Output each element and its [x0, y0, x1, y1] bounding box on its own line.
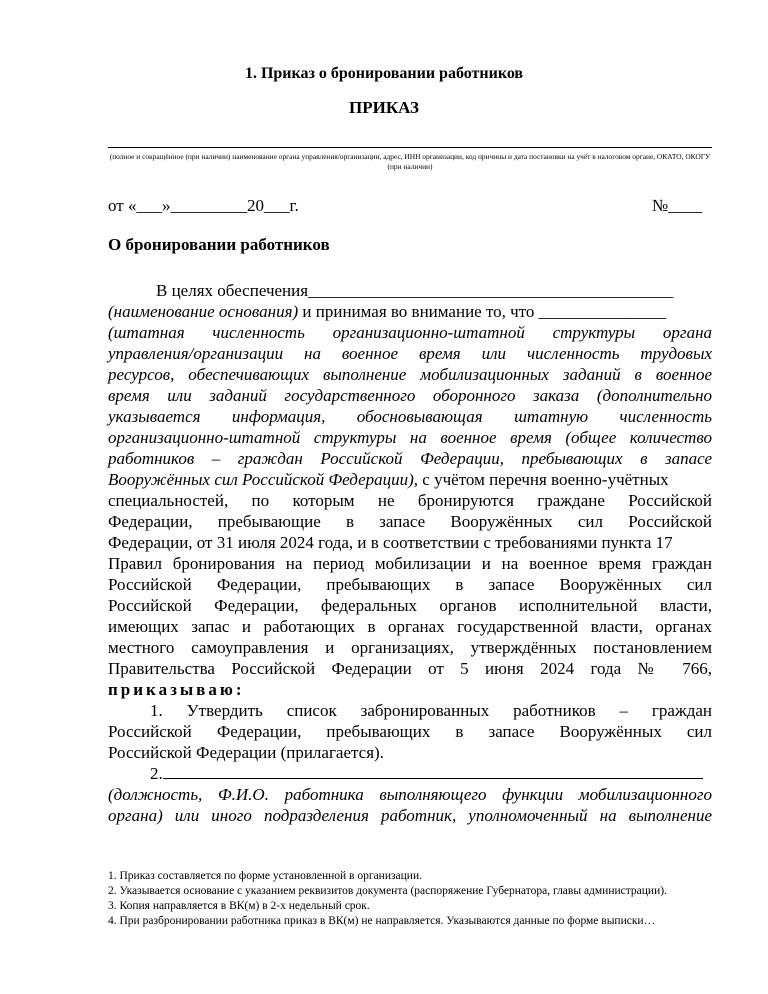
organization-caption: (полное и сокращённое (при наличии) наименование органа управления/организации, адрес, ИНН организации, код причины и дата постановки на учёт в налоговом органе, ОКАТО, ОКОГУ (при наличии) — [109, 152, 711, 171]
order-subject: О бронировании работников — [108, 235, 330, 254]
responsible-person-blank — [163, 763, 703, 779]
body-line: организационно-штатной структуры на военное время (общее количество — [108, 428, 712, 447]
body-line: Российской Федерации, пребывающих в запасе Вооружённых сил — [108, 722, 712, 741]
body-line — [108, 301, 712, 322]
order-number-field: №____ — [652, 196, 703, 215]
body-line: указывается информация, обосновывающая штатную численность — [108, 407, 712, 426]
footnote: 3. Копия направляется в ВК(м) в 2-х недельный срок. — [108, 900, 370, 912]
body-line: Федерации, пребывающие в запасе Вооружённых сил Российской — [108, 512, 712, 531]
body-line: Российской Федерации (прилагается). — [108, 743, 384, 762]
order-title: ПРИКАЗ — [349, 98, 419, 117]
body-line: В целях обеспечения___________________________________________ — [156, 281, 674, 300]
body-line: работников – граждан Российской Федерации, пребывающих в запасе — [108, 449, 712, 468]
body-line: Правил бронирования на период мобилизации и на военное время граждан — [108, 554, 712, 573]
body-line: 1. Утвердить список забронированных работников – граждан — [150, 701, 712, 720]
body-line: (штатная численность организационно-штатной структуры органа — [108, 323, 712, 342]
body-line: имеющих запас и работающих в органах государственной власти, органах — [108, 617, 712, 636]
footnote: 2. Указывается основание с указанием реквизитов документа (распоряжение Губернатора, главы администрации). — [108, 885, 667, 897]
body-text-fragment: с учётом перечня военно-учётных — [418, 470, 669, 489]
order-body — [108, 280, 712, 826]
body-line: Правительства Российской Федерации от 5 июня 2024 года № 766, — [108, 659, 712, 678]
body-line: органа) или иного подразделения работник, уполномоченный на выполнение — [108, 806, 712, 825]
body-line: специальностей, по которым не бронируются граждане Российской — [108, 491, 712, 510]
body-text-fragment: Вооружённых сил Российской Федерации), — [108, 470, 419, 489]
order-date-field: от «___»_________20___г. — [108, 196, 299, 215]
item-number: 2. — [150, 764, 163, 783]
body-line: (должность, Ф.И.О. работника выполняющего функции мобилизационного — [108, 785, 712, 804]
body-line: местного самоуправления и организациях, утверждённых постановлением — [108, 638, 712, 657]
order-command: приказываю: — [108, 680, 245, 699]
body-line: время или заданий государственного оборонного заказа (дополнительно — [108, 386, 712, 405]
body-line — [108, 469, 712, 490]
body-text-fragment: и принимая во внимание то, что _______________ — [298, 302, 667, 321]
body-line — [108, 679, 712, 700]
document-title: 1. Приказ о бронировании работников — [244, 65, 524, 82]
body-line: ресурсов, обеспечивающих выполнение мобилизационных заданий в военное — [108, 365, 712, 384]
basis-caption: (наименование основания) — [108, 302, 299, 321]
body-line: Федерации, от 31 июля 2024 года, и в соответствии с требованиями пункта 17 — [108, 533, 673, 552]
footnote: 4. При разбронировании работника приказ в ВК(м) не направляется. Указываются данные по форме выписки… — [108, 915, 656, 927]
body-line — [108, 763, 712, 784]
footnotes — [108, 869, 712, 929]
body-line: управления/организации на военное время или численность трудовых — [108, 344, 712, 363]
organization-name-line — [108, 147, 712, 148]
footnote: 1. Приказ составляется по форме установленной в организации. — [108, 870, 422, 882]
body-line: Российской Федерации, пребывающих в запасе Вооружённых сил — [108, 575, 712, 594]
body-line: Российской Федерации, федеральных органов исполнительной власти, — [108, 596, 712, 615]
